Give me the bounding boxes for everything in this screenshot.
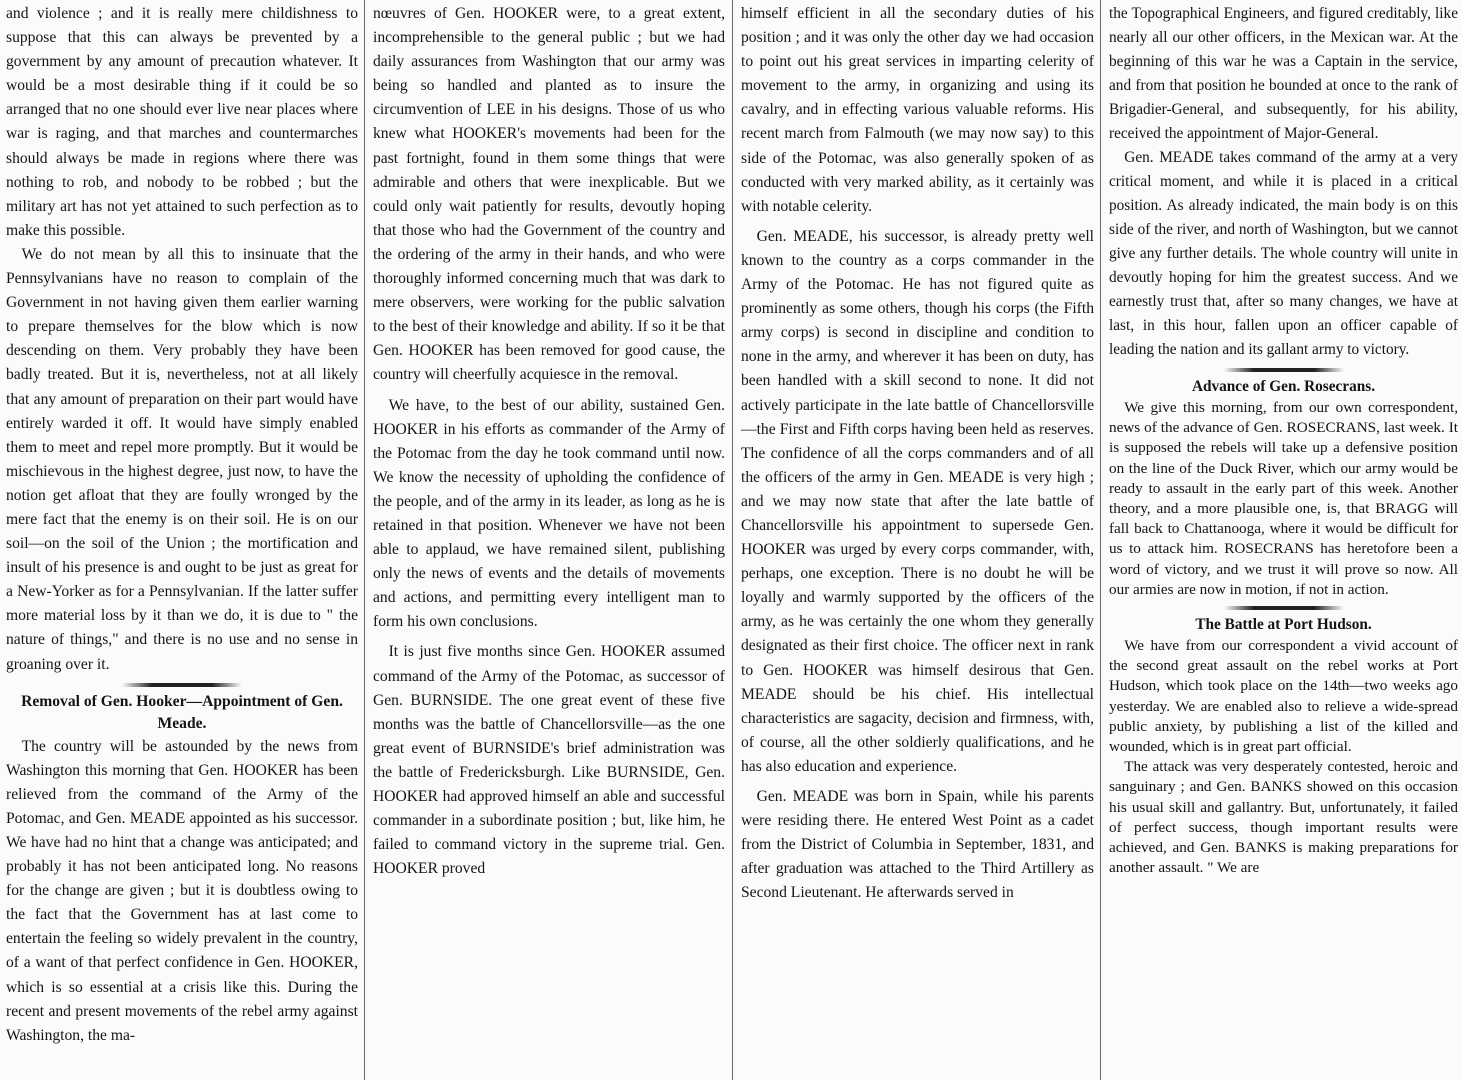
- article-paragraph: Gen. MEADE takes command of the army at a very critical moment, and while it is placed in a critical position. As already indicated, the main body is on this side of the river, and north of Washington, but we cannot give any further details. The whole country will unite in devoutly hoping for him the greatest success. And we earnestly trust that, after so many changes, we have at last, in this hour, fallen upon an officer capable of leading the nation and its gallant army to victory.: [1109, 149, 1458, 358]
- section-divider: [1224, 606, 1344, 610]
- article-paragraph: himself efficient in all the secondary duties of his position ; and it was only the other day we had occasion to point out his great services in imparting celerity of movement to the army, in organizing and using its cavalry, and in effecting various valuable reforms. His recent march from Falmouth (we may now say) to this side of the Potomac, was also generally spoken of as conducted with very marked ability, as it certainly was with notable celerity.: [741, 5, 1094, 215]
- article-heading: Advance of Gen. Rosecrans.: [1191, 378, 1376, 395]
- article-paragraph: The country will be astounded by the news from Washington this morning that Gen. HOOKER has been relieved from the command of the Army of the Potomac, and Gen. MEADE appointed as his successor. We have had no hint that a change was anticipated; and probably it has not been anticipated long. No reasons for the change are given ; but it is doubtless owing to the fact that the Government has at last come to entertain the feeling so widely prevalent in the country, of a want of that perfect confidence in Gen. HOOKER, which is so essential at a crisis like this. During the recent and present movements of the rebel army against Washington, the ma-: [6, 737, 358, 1044]
- column-3: [735, 0, 1098, 1080]
- article-paragraph: The attack was very desperately contested, heroic and sanguinary ; and Gen. BANKS showed on this occasion his usual skill and gallantry. But, unfortunately, it failed of perfect success, though important results were achieved, and Gen. BANKS is making preparations for another assault. " We are: [1109, 758, 1458, 877]
- article-paragraph: and violence ; and it is really mere childishness to suppose that this can always be prevented by a government by any amount of precaution whatever. It would be a most desirable thing if it could be so arranged that no one should ever live near places where war is raging, and that marches and countermarches should always be made in regions where there was nothing to rob, and nobody to be robbed ; but the military art has not yet attained to such perfection as to make this possible.: [6, 5, 358, 239]
- section-divider: [1224, 368, 1344, 372]
- article-paragraph: We do not mean by all this to insinuate that the Pennsylvanians have no reason to complain of the Government in not having given them earlier warning to prepare themselves for the blow which is now descending on them. Very probably they have been badly treated. But it is, nevertheless, not at all likely that any amount of preparation on their part would have entirely warded it off. It would have simply enabled them to meet and repel more promptly. But it would be mischievous in the highest degree, just now, to have the notion get afloat that they are foully wronged by the mere fact that the enemy is on their soil. He is on our soil—on the soil of the Union ; the mortification and insult of his presence is and ought to be just as great for a New-Yorker as for a Pennsylvanian. If the latter suffer more material loss by it than we do, it is due to " the nature of things," and there is no use and no sense in groaning over it.: [6, 245, 358, 673]
- article-paragraph: the Topographical Engineers, and figured creditably, like nearly all our other officers, in the Mexican war. At the beginning of this war he was a Captain in the service, and from that position he bounded at once to the rank of Brigadier-General, and subsequently, for his ability, received the appointment of Major-General.: [1109, 5, 1458, 142]
- article-heading: Removal of Gen. Hooker—Appointment of Gen. Meade.: [21, 692, 343, 732]
- article-heading: The Battle at Port Hudson.: [1195, 616, 1372, 634]
- column-rule: [732, 0, 733, 1080]
- article-paragraph: We give this morning, from our own correspondent, news of the advance of Gen. ROSECRANS, last week. It is supposed the rebels will take up a defensive position on the line of the Duck River, which our army would be ready to assault in the early part of this week. Another theory, and a more plausible one, is, that BRAGG will fall back to Chattanooga, where it would be difficult for us to attack him. ROSECRANS has heretofore been a word of victory, and we trust it will prove so now. All our armies are now in motion, if not in action.: [1109, 399, 1458, 598]
- article-paragraph: nœuvres of Gen. HOOKER were, to a great extent, incomprehensible to the general public ; but we had daily assurances from Washington that our army was being so handled and planted as to insure the circumvention of LEE in his designs. Those of us who knew what HOOKER's movements had been for the past fortnight, found in them some things that were admirable and others that were inexplicable. But we could only wait patiently for results, devoutly hoping that those who had the Government of the country and the ordering of the army in their hands, and who were thoroughly informed concerning much that was dark to mere observers, were working for the public salvation to the best of their knowledge and ability. If so it be that Gen. HOOKER has been removed for good cause, the country will cheerfully acquiesce in the removal.: [373, 5, 725, 384]
- article-paragraph: Gen. MEADE, his successor, is already pretty well known to the country as a corps commander in the Army of the Potomac. He has not figured quite as prominently as some others, though his corps (the Fifth army corps) is second in discipline and condition to none in the army, and wherever it has been on duty, has been handled with a skill second to none. It did not actively participate in the late battle of Chancellorsville—the First and Fifth corps having been held as reserves. The confidence of all the corps commanders and of all the officers of the army in Gen. MEADE is very high ; and we may now state that after the late battle of Chancellorsville his appointment to supersede Gen. HOOKER was urged by every corps commander, with, perhaps, one exception. There is no doubt he will be loyally and warmly supported by the officers of the army, as he was certainly the one whom they generally designated as their first choice. The officer next in rank to Gen. HOOKER was himself desirous that Gen. MEADE should be his chief. His intellectual characteristics are sagacity, decision and firmness, with, of course, all the other soldierly qualifications, and he has also education and experience.: [741, 227, 1094, 775]
- column-rule: [364, 0, 365, 1080]
- column-rule: [1100, 0, 1101, 1080]
- article-paragraph: Gen. MEADE was born in Spain, while his parents were residing there. He entered West Point as a cadet from the District of Columbia in September, 1831, and after graduation was attached to the Third Artillery as Second Lieutenant. He afterwards served in: [741, 788, 1094, 902]
- column-1: [0, 0, 362, 1080]
- column-2: [367, 0, 729, 1080]
- section-divider: [122, 683, 242, 687]
- article-paragraph: It is just five months since Gen. HOOKER assumed command of the Army of the Potomac, as successor of Gen. BURNSIDE. The one great event of these five months was the battle of Chancellorsville—as the one great event of BURNSIDE's brief administration was the battle of Fredericksburgh. Like BURNSIDE, Gen. HOOKER had approved himself an able and successful commander in a subordinate position ; but, like him, he failed to command victory in the supreme trial. Gen. HOOKER proved: [373, 643, 725, 878]
- column-4: [1103, 0, 1462, 1080]
- article-paragraph: We have from our correspondent a vivid account of the second great assault on the rebel works at Port Hudson, which took place on the 14th—two weeks ago yesterday. We are enabled also to relieve a wide-spread public anxiety, by publishing a list of the killed and wounded, which is in great part official.: [1109, 637, 1458, 756]
- article-paragraph: We have, to the best of our ability, sustained Gen. HOOKER in his efforts as commander of the Army of the Potomac from the day he took command until now. We know the necessity of upholding the confidence of the people, and of the army in its leader, as long as he is retained in that position. Whenever we have not been able to applaud, we have remained silent, publishing only the news of events and the details of movements and actions, and permitting every intelligent man to form his own conclusions.: [373, 396, 725, 631]
